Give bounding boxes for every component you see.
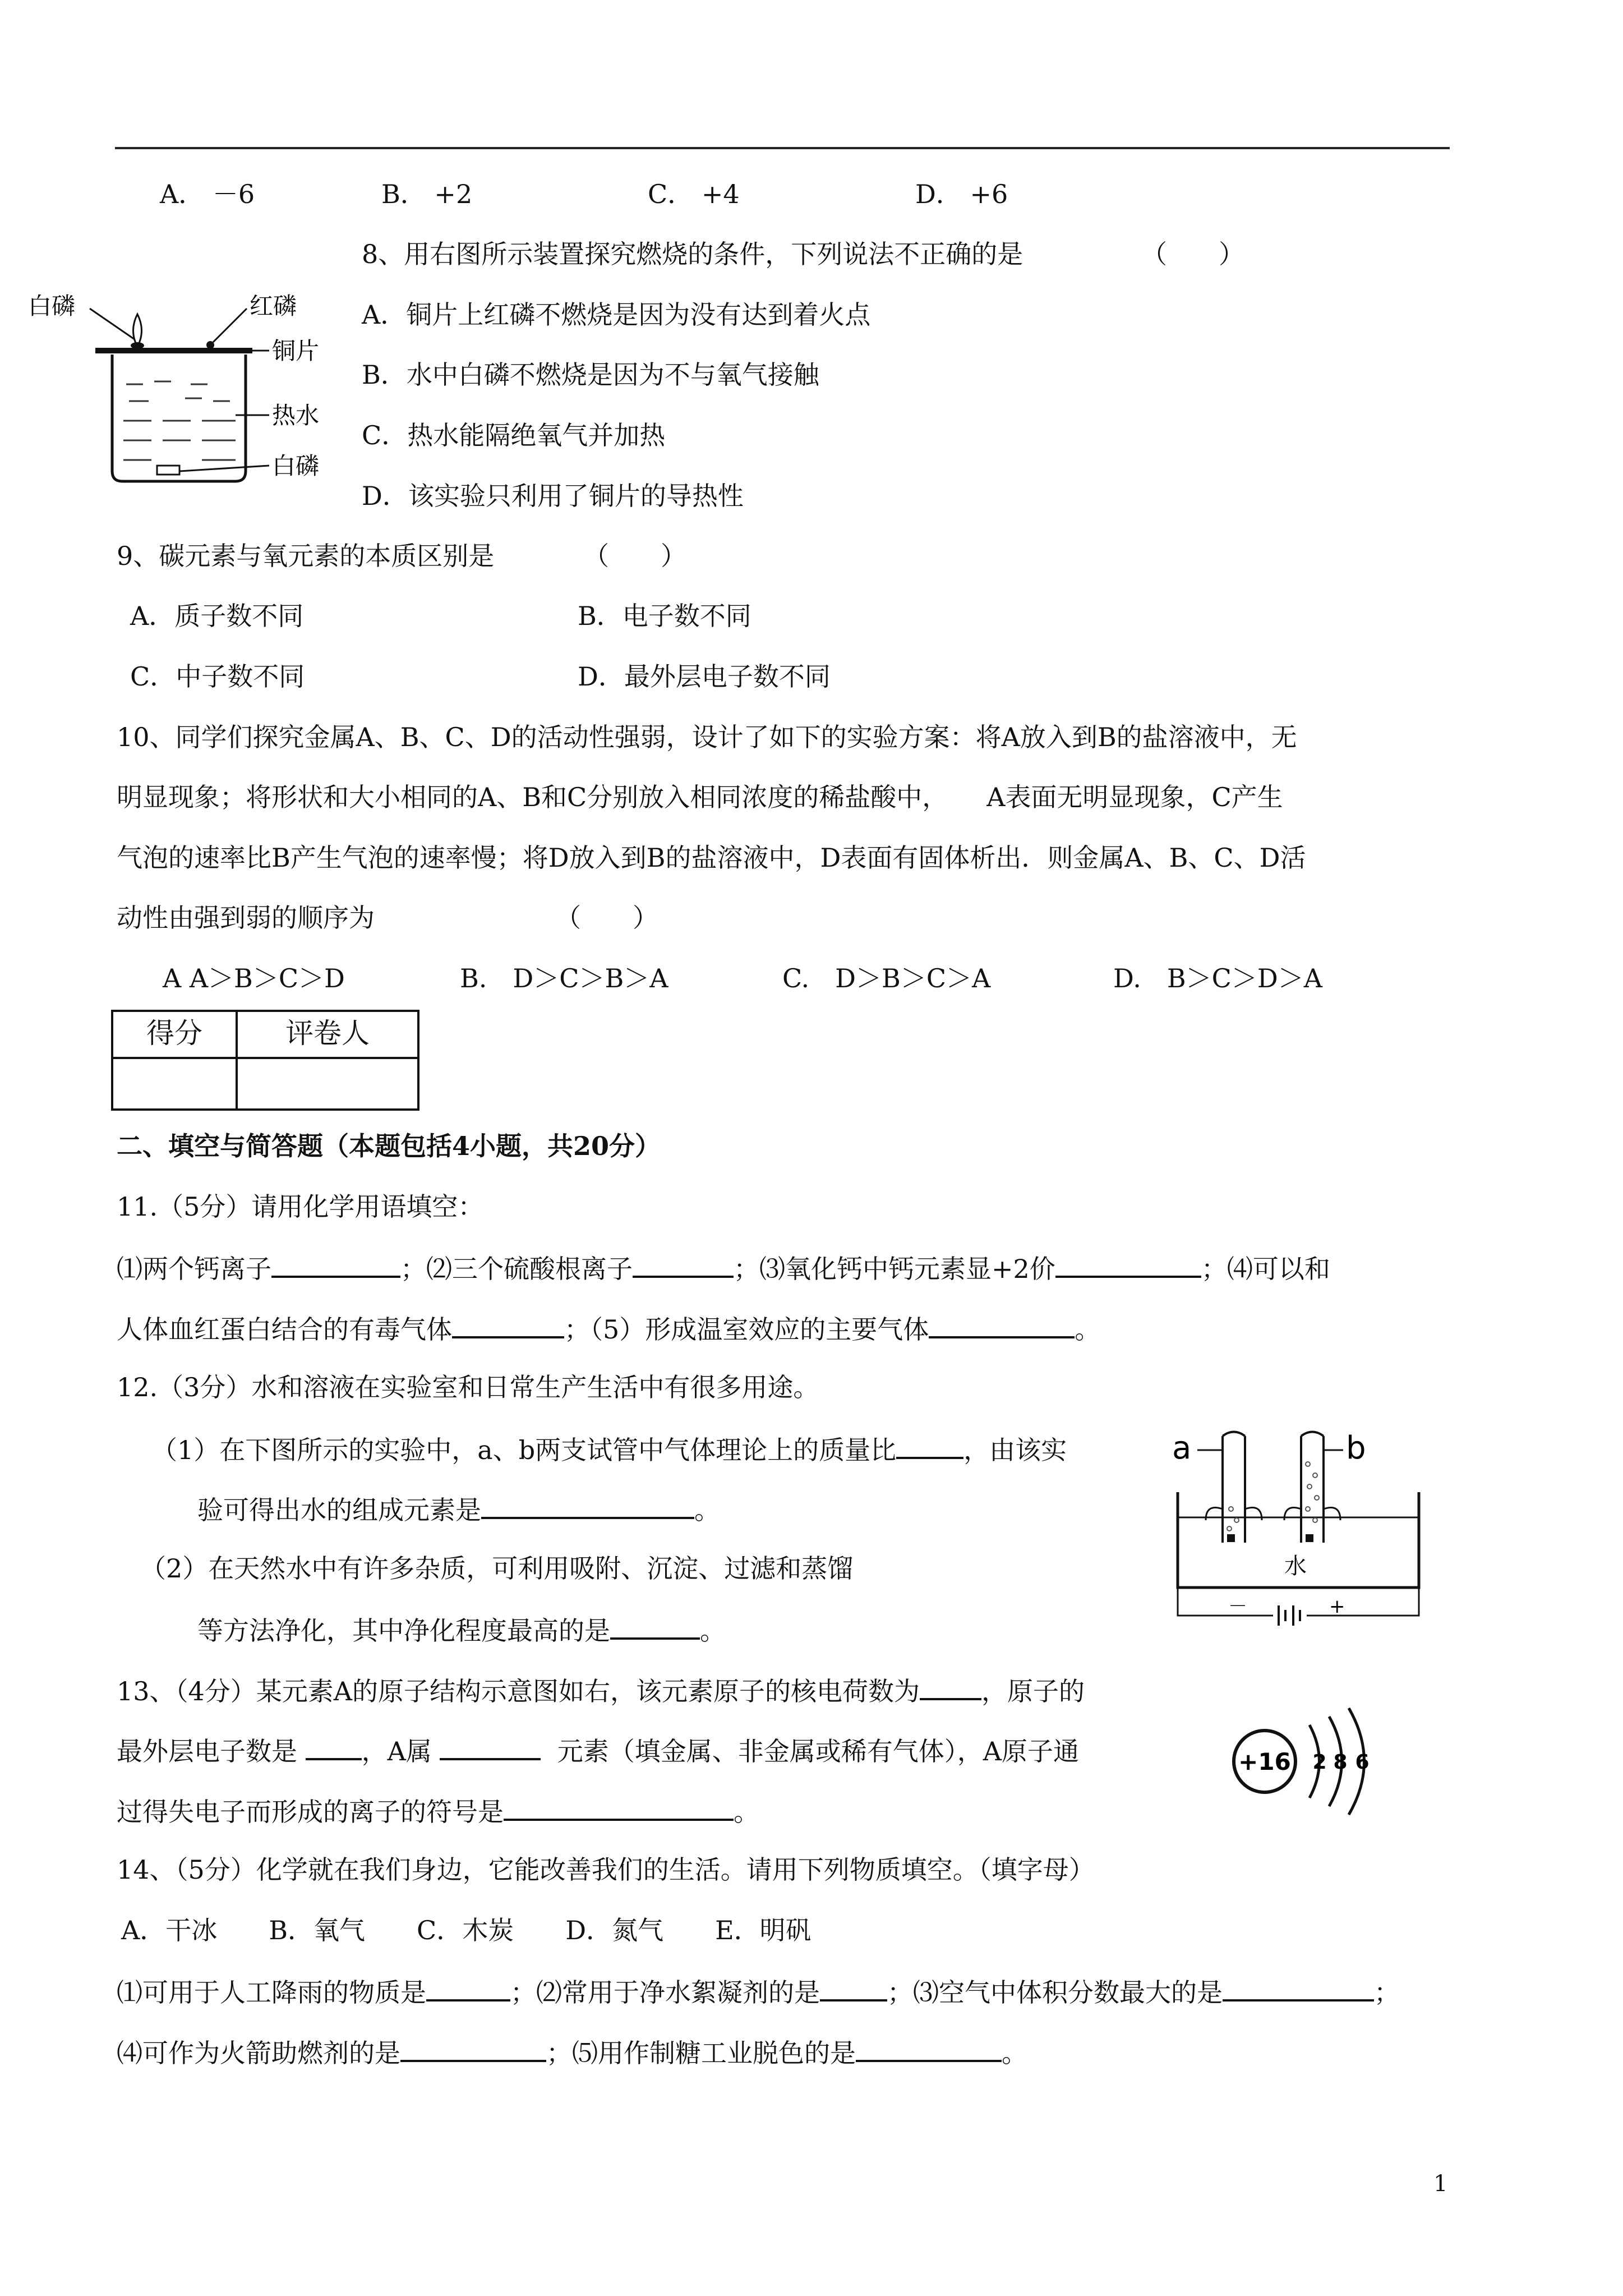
- q7-option-c: C． +4: [648, 179, 740, 209]
- q14-blank-2[interactable]: [820, 1975, 887, 2001]
- score-label: 得分: [146, 1017, 202, 1050]
- q9-stem: 9、碳元素与氧元素的本质区别是: [117, 541, 495, 571]
- q13-text-1a: 13、（4分）某元素A的原子结构示意图如右，该元素原子的核电荷数为: [117, 1676, 920, 1706]
- q12-blank-3[interactable]: [610, 1613, 700, 1640]
- combustion-apparatus-figure: [22, 286, 359, 494]
- q13-text-2c: 元素（填金属、非金属或稀有气体），A原子通: [557, 1736, 1079, 1766]
- q10-line-2: 明显现象；将形状和大小相同的A、B和C分别放入相同浓度的稀盐酸中， A表面无明显现象，C产生: [117, 782, 1283, 812]
- q8-option-a: A．铜片上红磷不燃烧是因为没有达到着火点: [362, 300, 871, 330]
- q11-part-7: 。: [1075, 1314, 1101, 1345]
- atom-structure-figure: [1225, 1703, 1394, 1826]
- q13-text-2a: 最外层电子数是: [117, 1736, 297, 1766]
- q14-text-3: ；⑶空气中体积分数最大的是: [887, 1977, 1223, 2008]
- nucleus-charge: +16: [1238, 1748, 1291, 1775]
- q11-part-6: ；（5）形成温室效应的主要气体: [564, 1314, 929, 1345]
- q14-blank-4[interactable]: [400, 2035, 546, 2062]
- q14-line-2: [117, 2035, 1027, 2069]
- q7-option-a: A． －6: [160, 179, 255, 209]
- label-negative: －: [1228, 1595, 1247, 1618]
- q10-answer-paren: （ ）: [555, 903, 658, 933]
- q14-text-6: ；⑸用作制糖工业脱色的是: [546, 2038, 856, 2068]
- label-white-phosphorus-bottom: 白磷: [272, 452, 320, 480]
- q11-blank-1[interactable]: [271, 1251, 400, 1278]
- q13-line-3: [117, 1794, 759, 1828]
- q9-option-a: A．质子数不同: [130, 601, 304, 631]
- q14-stem: 14、（5分）化学就在我们身边，它能改善我们的生活。请用下列物质填空。（填字母）: [117, 1855, 1095, 1885]
- q7-option-b: B． +2: [381, 179, 473, 209]
- label-copper: 铜片: [272, 337, 320, 365]
- label-tube-b: b: [1346, 1430, 1366, 1466]
- label-water: 水: [1284, 1553, 1307, 1579]
- q9-option-b: B．电子数不同: [578, 601, 751, 631]
- q14-text-4: ；: [1374, 1977, 1400, 2008]
- q12-sub1-text-d: 。: [694, 1495, 720, 1525]
- q11-stem: 11.（5分）请用化学用语填空：: [117, 1191, 484, 1222]
- q12-sub2-line-1: （2）在天然水中有许多杂质，可利用吸附、沉淀、过滤和蒸馏: [140, 1553, 854, 1584]
- shell-1-electrons: 2: [1312, 1751, 1327, 1774]
- q14-text-2: ；⑵常用于净水絮凝剂的是: [510, 1977, 820, 2008]
- q12-sub1-text-a: （1）在下图所示的实验中，a、b两支试管中气体理论上的质量比: [151, 1435, 897, 1465]
- q13-text-3b: 。: [734, 1797, 759, 1827]
- q13-blank-2[interactable]: [306, 1733, 362, 1760]
- q12-blank-1[interactable]: [896, 1432, 963, 1459]
- q12-sub2-text-c: 。: [700, 1616, 726, 1646]
- q8-stem: 8、用右图所示装置探究燃烧的条件，下列说法不正确的是: [362, 239, 1023, 269]
- q13-blank-1[interactable]: [920, 1673, 981, 1700]
- q14-text-1: ⑴可用于人工降雨的物质是: [117, 1977, 426, 2008]
- q14-blank-3[interactable]: [1223, 1975, 1374, 2001]
- q8-option-c: C．热水能隔绝氧气并加热: [362, 420, 666, 450]
- q11-line-1: [117, 1251, 1330, 1285]
- q13-line-2: [117, 1733, 1079, 1767]
- q13-line-1: [117, 1673, 1085, 1707]
- grader-label: 评卷人: [285, 1017, 370, 1050]
- q10-option-b: B. D＞C＞B＞A: [460, 963, 668, 993]
- q10-line-1: 10、同学们探究金属A、B、C、D的活动性强弱，设计了如下的实验方案：将A放入到B的盐溶液中，无: [117, 722, 1297, 752]
- q13-text-2b: ，A属: [361, 1736, 432, 1766]
- q11-blank-3[interactable]: [1055, 1251, 1201, 1278]
- q9-answer-paren: （ ）: [583, 541, 686, 571]
- shell-3-electrons: 6: [1355, 1751, 1370, 1774]
- q11-part-4: ；⑷可以和: [1201, 1254, 1330, 1284]
- q12-sub2-text-b: 等方法净化，其中净化程度最高的是: [197, 1616, 610, 1646]
- q11-part-2: ；⑵三个硫酸根离子: [400, 1254, 633, 1284]
- score-box: [111, 1010, 419, 1111]
- q13-text-3a: 过得失电子而形成的离子的符号是: [117, 1797, 504, 1827]
- q13-blank-3[interactable]: [440, 1733, 541, 1760]
- q13-text-1b: ，原子的: [981, 1676, 1085, 1706]
- q7-option-d: D． +6: [915, 179, 1008, 209]
- q11-part-1: ⑴两个钙离子: [117, 1254, 271, 1284]
- q12-sub1-line-2: [197, 1492, 720, 1526]
- q9-option-d: D．最外层电子数不同: [578, 661, 831, 692]
- q14-text-5: ⑷可作为火箭助燃剂的是: [117, 2038, 400, 2068]
- q10-line-4: 动性由强到弱的顺序为: [117, 903, 375, 933]
- header-rule: [115, 147, 1450, 149]
- q9-option-c: C．中子数不同: [130, 661, 305, 692]
- q11-blank-2[interactable]: [633, 1251, 734, 1278]
- q12-sub1-text-b: ，由该实: [963, 1435, 1067, 1465]
- label-hot-water: 热水: [272, 402, 320, 429]
- q10-option-a: A A＞B＞C＞D: [163, 963, 345, 993]
- q14-blank-1[interactable]: [426, 1975, 510, 2001]
- q14-blank-5[interactable]: [856, 2035, 1002, 2062]
- q14-options: A．干冰 B．氧气 C．木炭 D．氮气 E．明矾: [121, 1915, 811, 1945]
- shell-2-electrons: 8: [1333, 1751, 1348, 1774]
- label-white-phosphorus-top: 白磷: [28, 292, 76, 320]
- label-tube-a: a: [1172, 1430, 1192, 1466]
- q12-sub2-line-2: [197, 1613, 726, 1646]
- q14-text-7: 。: [1002, 2038, 1027, 2068]
- section-2-title: 二、填空与简答题（本题包括4小题，共20分）: [117, 1131, 661, 1161]
- electrolysis-figure: [1161, 1425, 1441, 1632]
- q8-option-d: D．该实验只利用了铜片的导热性: [362, 481, 744, 511]
- q13-blank-4[interactable]: [504, 1794, 734, 1821]
- q8-option-b: B．水中白磷不燃烧是因为不与氧气接触: [362, 360, 819, 390]
- q12-sub1-line-1: [151, 1432, 1067, 1466]
- label-positive: +: [1329, 1595, 1345, 1618]
- q10-line-3: 气泡的速率比B产生气泡的速率慢；将D放入到B的盐溶液中，D表面有固体析出．则金属A、B、C、D活: [117, 843, 1306, 873]
- label-red-phosphorus: 红磷: [250, 292, 297, 320]
- q8-answer-paren: （ ）: [1141, 239, 1244, 269]
- q12-blank-2[interactable]: [481, 1492, 694, 1519]
- q14-line-1: [117, 1975, 1400, 2008]
- q11-blank-5[interactable]: [929, 1312, 1075, 1338]
- q11-line-2: [117, 1312, 1100, 1345]
- page-number: 1: [1433, 2171, 1448, 2197]
- q10-option-d: D. B＞C＞D＞A: [1113, 963, 1322, 993]
- q10-option-c: C. D＞B＞C＞A: [782, 963, 991, 993]
- q12-sub1-text-c: 验可得出水的组成元素是: [197, 1495, 481, 1525]
- q11-part-5: 人体血红蛋白结合的有毒气体: [117, 1314, 452, 1345]
- q11-blank-4[interactable]: [452, 1312, 564, 1338]
- q12-stem: 12.（3分）水和溶液在实验室和日常生产生活中有很多用途。: [117, 1372, 819, 1402]
- q11-part-3: ；⑶氧化钙中钙元素显+2价: [734, 1254, 1055, 1284]
